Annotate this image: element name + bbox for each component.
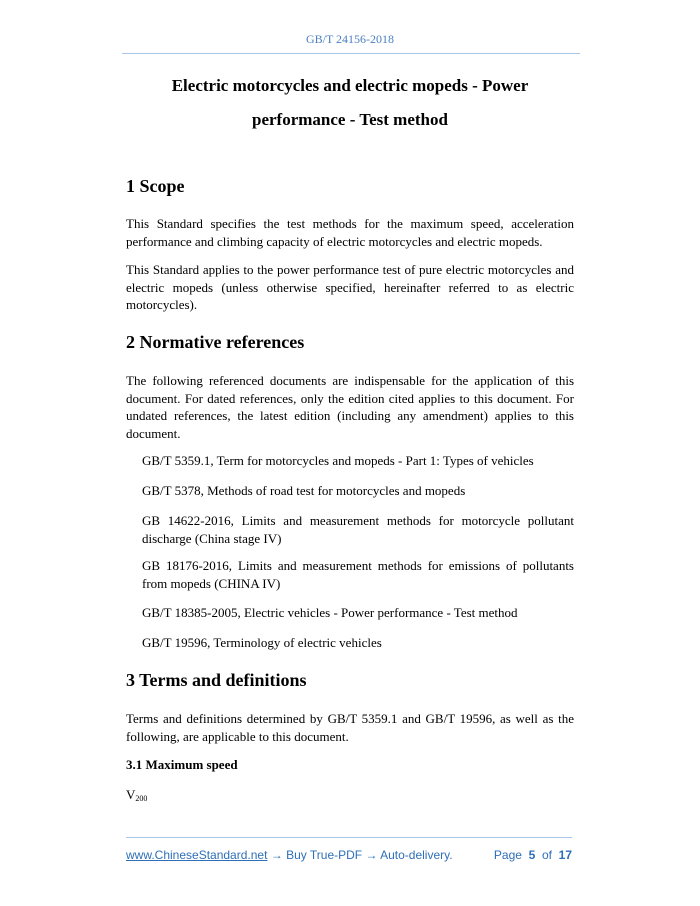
document-title-line-2: performance - Test method	[252, 110, 448, 129]
standard-number-header: GB/T 24156-2018	[305, 32, 395, 46]
reference-item: GB/T 5359.1, Term for motorcycles and mopeds - Part 1: Types of vehicles	[142, 453, 534, 468]
footer-tagline: → Buy True-PDF → Auto-delivery.	[267, 848, 453, 862]
reference-item: GB 14622-2016, Limits and measurement methods for motorcycle pollutant discharge (China stage IV)	[142, 513, 574, 546]
subsection-heading-maximum-speed: 3.1 Maximum speed	[126, 757, 238, 772]
current-page-number: 5	[528, 848, 536, 862]
reference-item: GB/T 5378, Methods of road test for motorcycles and mopeds	[142, 483, 466, 498]
maximum-speed-symbol: $V_{200}$	[126, 787, 148, 803]
chinesestandard-link[interactable]: www.ChineseStandard.net	[126, 848, 268, 862]
footer	[126, 848, 572, 864]
header-rule	[122, 53, 580, 54]
reference-item: GB/T 19596, Terminology of electric vehicles	[142, 635, 382, 650]
section-heading-terms-definitions: 3 Terms and definitions	[126, 670, 307, 690]
normative-references-intro: The following referenced documents are indispensable for the application of this document. For dated references, only the edition cited applies to this document. For undated references, the latest edition (including any amendment) applies to this document.	[126, 373, 574, 441]
reference-item: GB 18176-2016, Limits and measurement methods for emissions of pollutants from mopeds (CHINA IV)	[142, 558, 574, 591]
document-title-line-1: Electric motorcycles and electric mopeds - Power	[171, 76, 529, 95]
total-pages: 17	[558, 848, 572, 862]
section-heading-normative-references: 2 Normative references	[126, 332, 305, 352]
page-indicator: Page 5 of 17	[493, 848, 572, 862]
terms-definitions-intro: Terms and definitions determined by GB/T 5359.1 and GB/T 19596, as well as the following, are applicable to this document.	[126, 711, 574, 744]
footer-rule	[126, 837, 572, 838]
section-heading-scope: 1 Scope	[126, 176, 185, 196]
scope-paragraph-1: This Standard specifies the test methods for the maximum speed, acceleration performance and climbing capacity of electric motorcycles and electric mopeds.	[126, 216, 574, 249]
scope-paragraph-2: This Standard applies to the power performance test of pure electric motorcycles and electric mopeds (unless otherwise specified, hereinafter referred to as electric motorcycles).	[126, 262, 574, 312]
reference-item: GB/T 18385-2005, Electric vehicles - Power performance - Test method	[142, 605, 518, 620]
